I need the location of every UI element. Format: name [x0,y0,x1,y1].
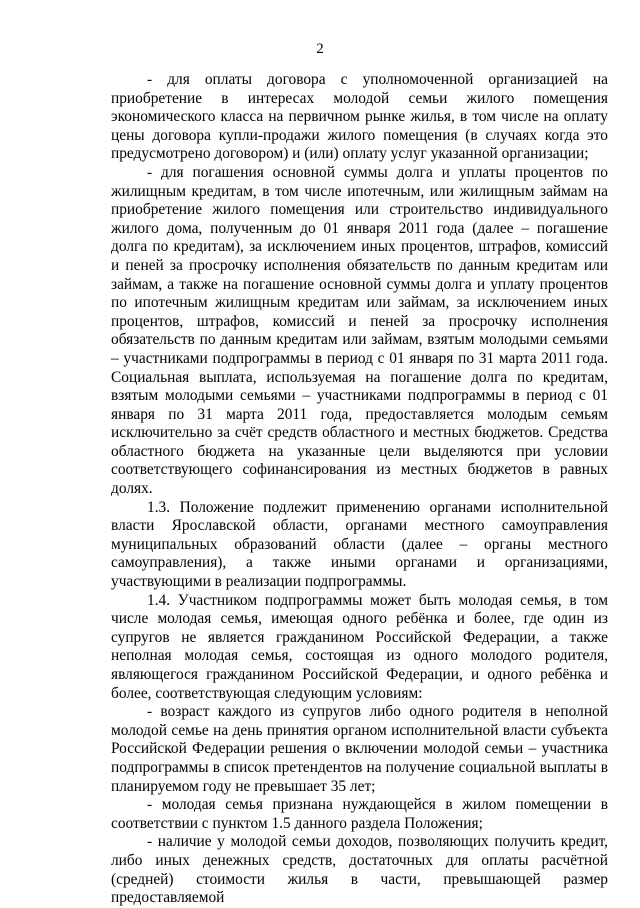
paragraph-1-4: 1.4. Участником подпрограммы может быть молодая семья, в том числе молодая семья, имеющая одного ребёнка и более, где один из супругов не является гражданином Российской Федерации, а также неполная молодая семья, состоящая из одного молодого родителя, являющегося гражданином Российской Федерации, и одного ребёнка и более, соответствующая следующим условиям: [111,591,608,702]
paragraph-payment-contract: - для оплаты договора с уполномоченной организацией на приобретение в интересах молодой семьи жилого помещения экономического класса на первичном рынке жилья, в том числе на оплату цены договора купли-продажи жилого помещения (в случаях когда это предусмотрено договором) и (или) оплату услуг указанной организации; [111,71,608,163]
paragraph-1-3: 1.3. Положение подлежит применению органами исполнительной власти Ярославской области, органами местного самоуправления муниципальных образований области (далее – органы местного самоуправления), а также иными органами и организациями, участвующими в реализации подпрограммы. [111,498,608,591]
paragraph-income-condition: - наличие у молодой семьи доходов, позволяющих получить кредит, либо иных денежных средств, достаточных для оплаты расчётной (средней) стоимости жилья в части, превышающей размер предоставляемой [111,833,608,907]
paragraph-age-condition: - возраст каждого из супругов либо одного родителя в неполной молодой семье на день принятия органом исполнительной власти субъекта Российской Федерации решения о включении молодой семьи – участника подпрограммы в список претендентов на получение социальной выплаты в планируемом году не превышает 35 лет; [111,703,608,795]
page-number: 2 [316,41,324,57]
paragraph-housing-need: - молодая семья признана нуждающейся в жилом помещении в соответствии с пунктом 1.5 данного раздела Положения; [111,796,608,832]
paragraph-loan-repayment: - для погашения основной суммы долга и уплаты процентов по жилищным кредитам, в том числе ипотечным, или жилищным займам на приобретение жилого помещения или строительство индивидуального жилого дома, полученным до 01 января 2011 года (далее – погашение долга по кредитам), за исключением иных процентов, штрафов, комиссий и пеней за просрочку исполнения обязательств по данным кредитам или займам, а также на погашение основной суммы долга и уплату процентов по ипотечным жилищным кредитам или займам, за исключением иных процентов, штрафов, комиссий и пеней за просрочку исполнения обязательств по данным кредитам или займам, взятым молодыми семьями – участниками подпрограммы в период с 01 января по 31 марта 2011 года. Социальная выплата, используемая на погашение долга по кредитам, взятым молодыми семьями – участниками подпрограммы в период с 01 января по 31 марта 2011 года, предоставляется молодым семьям исключительно за счёт средств областного и местных бюджетов. Средства областного бюджета на указанные цели выделяются при условии соответствующего софинансирования из местных бюджетов в равных долях. [111,163,608,498]
document-body [111,71,608,908]
